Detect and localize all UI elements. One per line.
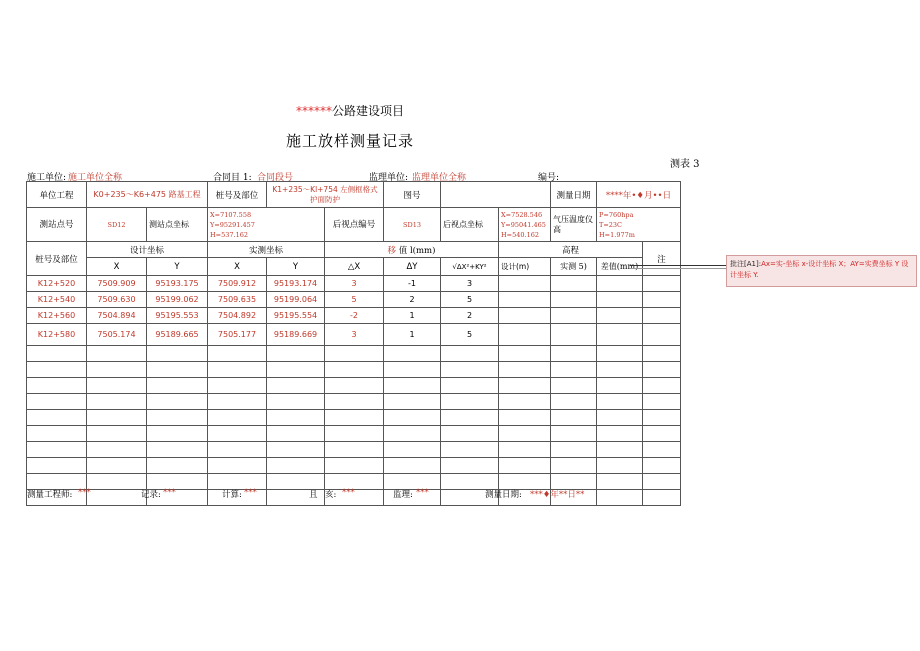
footer-date-label: 测量日期: (485, 490, 522, 500)
cell-dx_design: 7505.174 (87, 324, 147, 346)
table-row (27, 346, 681, 362)
empty-cell (551, 324, 597, 346)
empty-cell (643, 308, 681, 324)
empty-cell (551, 362, 597, 378)
cell-d: 5 (441, 324, 499, 346)
sub-dy: ΔY (384, 258, 441, 276)
empty-cell (27, 378, 87, 394)
empty-cell (27, 394, 87, 410)
sub-x: X (87, 258, 147, 276)
empty-cell (325, 346, 384, 362)
comment-text: Ax=实-坐标 x-设计坐标 X；AY=实费坐标 Y 设计坐标 Y. (730, 260, 909, 279)
empty-cell (267, 362, 325, 378)
empty-cell (384, 442, 441, 458)
empty-cell (499, 276, 551, 292)
empty-cell (325, 426, 384, 442)
empty-cell (147, 394, 208, 410)
meteo-p: P=760hpa (599, 210, 634, 219)
empty-cell (325, 378, 384, 394)
station-coord-values (208, 208, 325, 242)
empty-cell (643, 346, 681, 362)
empty-cell (87, 378, 147, 394)
cell-station: K12+560 (27, 308, 87, 324)
empty-cell (597, 394, 643, 410)
empty-cell (597, 324, 643, 346)
sub-diff: 差值(mm) (597, 258, 643, 276)
cell-dy_design: 95199.062 (147, 292, 208, 308)
empty-cell (208, 458, 267, 474)
empty-cell (551, 458, 597, 474)
meteo-label: 气压温度仪高 (551, 208, 597, 242)
empty-cell (267, 346, 325, 362)
empty-cell (208, 378, 267, 394)
cell-dY: 1 (384, 324, 441, 346)
meteo-t: T=23C (599, 220, 623, 229)
drawing-label: 图号 (384, 182, 441, 208)
empty-cell (147, 410, 208, 426)
empty-cell (499, 324, 551, 346)
empty-cell (27, 442, 87, 458)
project-name (0, 102, 700, 119)
cell-dY: -1 (384, 276, 441, 292)
cell-dY: 2 (384, 292, 441, 308)
empty-cell (551, 442, 597, 458)
col-diff-prefix: 移 (387, 245, 397, 256)
empty-cell (441, 346, 499, 362)
cell-dy_design: 95189.665 (147, 324, 208, 346)
empty-cell (441, 362, 499, 378)
empty-cell (27, 410, 87, 426)
table-row (27, 378, 681, 394)
cell-dX: 3 (325, 276, 384, 292)
empty-cell (643, 458, 681, 474)
empty-cell (499, 308, 551, 324)
empty-cell (499, 292, 551, 308)
empty-cell (597, 474, 643, 490)
number-label: 编号: (538, 173, 560, 183)
empty-cell (499, 362, 551, 378)
station-coord-h: H=537.162 (210, 230, 248, 239)
cell-my: 95193.174 (267, 276, 325, 292)
empty-cell (643, 442, 681, 458)
recorder-label: 记录: (141, 490, 161, 500)
backsight-coord-x: X=7528.546 (501, 210, 543, 219)
table-row (27, 426, 681, 442)
supervisor-label: 监理单位: (369, 173, 409, 183)
empty-cell (551, 346, 597, 362)
empty-cell (643, 394, 681, 410)
empty-cell (27, 426, 87, 442)
station-part-value: K1+235～Kl+754 左侧框格式护面防护 (267, 182, 384, 208)
cell-dX: 5 (325, 292, 384, 308)
survey-table (26, 181, 681, 506)
empty-cell (208, 394, 267, 410)
sub-y2: Y (267, 258, 325, 276)
supervisor-value: 监理单位全称 (412, 173, 467, 183)
empty-cell (27, 346, 87, 362)
station-coord-x: X=7107.558 (210, 210, 252, 219)
col-design: 设计坐标 (87, 242, 208, 258)
empty-cell (384, 362, 441, 378)
empty-cell (325, 362, 384, 378)
empty-cell (551, 378, 597, 394)
empty-cell (643, 378, 681, 394)
table-row (27, 292, 681, 308)
col-header-row-2 (27, 258, 681, 276)
empty-cell (597, 308, 643, 324)
empty-cell (267, 394, 325, 410)
cell-station: K12+540 (27, 292, 87, 308)
col-diff (325, 242, 499, 258)
empty-cell (643, 292, 681, 308)
sub-measured-elev: 实测 5) (551, 258, 597, 276)
empty-cell (147, 346, 208, 362)
table-row (27, 308, 681, 324)
col-elev: 高程 (499, 242, 643, 258)
empty-cell (441, 378, 499, 394)
empty-cell (384, 394, 441, 410)
header-row-2 (27, 208, 681, 242)
cell-d: 5 (441, 292, 499, 308)
empty-cell (325, 442, 384, 458)
empty-cell (27, 458, 87, 474)
cell-my: 95189.669 (267, 324, 325, 346)
empty-cell (597, 292, 643, 308)
table-row (27, 324, 681, 346)
engineer-label: 测量工程师: (27, 490, 73, 500)
empty-cell (87, 346, 147, 362)
empty-cell (597, 410, 643, 426)
meteo-values (597, 208, 681, 242)
empty-cell (208, 442, 267, 458)
cell-station: K12+580 (27, 324, 87, 346)
cell-mx: 7504.892 (208, 308, 267, 324)
empty-cell (499, 378, 551, 394)
cell-station: K12+520 (27, 276, 87, 292)
empty-cell (267, 442, 325, 458)
empty-cell (551, 426, 597, 442)
empty-cell (325, 458, 384, 474)
empty-cell (643, 362, 681, 378)
empty-cell (441, 410, 499, 426)
empty-cell (147, 442, 208, 458)
empty-cell (87, 490, 147, 506)
backsight-coord-y: Y=95041.465 (501, 220, 546, 229)
empty-cell (441, 458, 499, 474)
page-title: 施工放样测量记录 (285, 132, 414, 150)
empty-cell (643, 426, 681, 442)
cell-mx: 7505.177 (208, 324, 267, 346)
empty-cell (147, 362, 208, 378)
empty-cell (551, 292, 597, 308)
station-point-label: 测站点号 (27, 208, 87, 242)
calc-value: *** (244, 488, 257, 498)
footer-date-value: ***♦年**日** (530, 490, 585, 500)
station-part-label: 桩号及部位 (208, 182, 267, 208)
empty-cell (208, 362, 267, 378)
unit-project-value: K0+235～K6+475 路基工程 (87, 182, 208, 208)
empty-cell (87, 474, 147, 490)
empty-cell (551, 394, 597, 410)
empty-cell (597, 362, 643, 378)
recorder-value: *** (163, 488, 176, 498)
empty-cell (147, 378, 208, 394)
empty-cell (267, 378, 325, 394)
empty-cell (441, 394, 499, 410)
contract-label: 合同目 1: (213, 173, 252, 183)
empty-cell (499, 346, 551, 362)
cell-mx: 7509.635 (208, 292, 267, 308)
project-stars: ****** (295, 104, 332, 118)
empty-cell (597, 490, 643, 506)
empty-cell (208, 346, 267, 362)
check-value: *** (342, 488, 355, 498)
comment-box[interactable] (726, 255, 917, 287)
sub-sqrt: √ΔX²+KY² (441, 258, 499, 276)
empty-cell (87, 362, 147, 378)
cell-dY: 1 (384, 308, 441, 324)
empty-cell (384, 410, 441, 426)
cell-my: 95195.554 (267, 308, 325, 324)
backsight-label: 后视点编号 (325, 208, 384, 242)
empty-cell (147, 426, 208, 442)
survey-date-value: ****年•♦月••日 (597, 182, 681, 208)
sub-design-elev: 设计(m) (499, 258, 551, 276)
table-row (27, 276, 681, 292)
empty-cell (384, 426, 441, 442)
col-note: 注 (643, 242, 681, 276)
backsight-coord-values (499, 208, 551, 242)
cell-dX: 3 (325, 324, 384, 346)
empty-cell (551, 410, 597, 426)
empty-cell (643, 410, 681, 426)
cell-dy_design: 95193.175 (147, 276, 208, 292)
table-row (27, 362, 681, 378)
unit-project-label: 单位工程 (27, 182, 87, 208)
col-header-row-1 (27, 242, 681, 258)
empty-cell (267, 458, 325, 474)
col-station: 桩号及部位 (27, 242, 87, 276)
calc-label: 计算: (222, 490, 242, 500)
survey-date-label: 测量日期 (551, 182, 597, 208)
empty-cell (643, 276, 681, 292)
empty-cell (325, 410, 384, 426)
unit-value: 施工单位全称 (68, 173, 123, 183)
cell-mx: 7509.912 (208, 276, 267, 292)
comment-prefix: 批注[A1]: (730, 260, 762, 268)
sub-y: Y (147, 258, 208, 276)
station-point-value: SD12 (87, 208, 147, 242)
col-measured: 实测坐标 (208, 242, 325, 258)
cell-dy_design: 95195.553 (147, 308, 208, 324)
empty-cell (499, 410, 551, 426)
drawing-value (441, 182, 551, 208)
empty-cell (208, 410, 267, 426)
meteo-h: H=1.977m (599, 230, 635, 239)
sub-x2: X (208, 258, 267, 276)
comment-connector (630, 265, 726, 266)
empty-cell (499, 458, 551, 474)
cell-dX: -2 (325, 308, 384, 324)
backsight-value: SD13 (384, 208, 441, 242)
empty-cell (597, 442, 643, 458)
table-row (27, 458, 681, 474)
empty-cell (597, 458, 643, 474)
check-label-2: 亥: (325, 490, 337, 500)
station-coord-y: Y=95291.457 (210, 220, 255, 229)
empty-cell (384, 346, 441, 362)
cell-d: 2 (441, 308, 499, 324)
empty-cell (147, 458, 208, 474)
empty-cell (87, 426, 147, 442)
col-diff-text: 值 l(mm) (398, 245, 436, 256)
unit-label: 施工单位: (27, 173, 67, 183)
cell-dx_design: 7509.909 (87, 276, 147, 292)
cell-dx_design: 7509.630 (87, 292, 147, 308)
contract-value: 合同段号 (257, 173, 294, 183)
empty-cell (499, 442, 551, 458)
empty-cell (384, 458, 441, 474)
engineer-value: *** (78, 488, 91, 498)
empty-cell (441, 442, 499, 458)
empty-cell (551, 308, 597, 324)
cell-my: 95199.064 (267, 292, 325, 308)
empty-cell (87, 394, 147, 410)
empty-cell (499, 426, 551, 442)
empty-cell (499, 394, 551, 410)
empty-cell (208, 426, 267, 442)
station-coord-label: 测站点坐标 (147, 208, 208, 242)
empty-cell (267, 410, 325, 426)
empty-cell (384, 378, 441, 394)
backsight-coord-h: H=540.162 (501, 230, 539, 239)
empty-cell (597, 378, 643, 394)
comment-connector-2 (630, 268, 726, 269)
empty-cell (87, 410, 147, 426)
header-row-1 (27, 182, 681, 208)
empty-cell (643, 490, 681, 506)
backsight-coord-label: 后视点坐标 (441, 208, 499, 242)
table-row (27, 394, 681, 410)
empty-cell (551, 276, 597, 292)
empty-cell (325, 394, 384, 410)
empty-cell (267, 426, 325, 442)
sub-dx: △X (325, 258, 384, 276)
cell-dx_design: 7504.894 (87, 308, 147, 324)
footer-supervisor-value: *** (416, 488, 429, 498)
empty-cell (441, 426, 499, 442)
form-number: 测表 3 (670, 159, 700, 170)
empty-cell (597, 346, 643, 362)
table-row (27, 410, 681, 426)
empty-cell (597, 276, 643, 292)
empty-cell (643, 474, 681, 490)
empty-cell (27, 362, 87, 378)
check-label-1: 且 (309, 490, 318, 500)
project-name-text: 公路建设项目 (331, 104, 404, 118)
table-row (27, 442, 681, 458)
empty-cell (597, 426, 643, 442)
empty-cell (643, 324, 681, 346)
footer-supervisor-label: 监理: (393, 490, 413, 500)
cell-d: 3 (441, 276, 499, 292)
empty-cell (87, 442, 147, 458)
data-rows (27, 276, 681, 506)
empty-cell (87, 458, 147, 474)
